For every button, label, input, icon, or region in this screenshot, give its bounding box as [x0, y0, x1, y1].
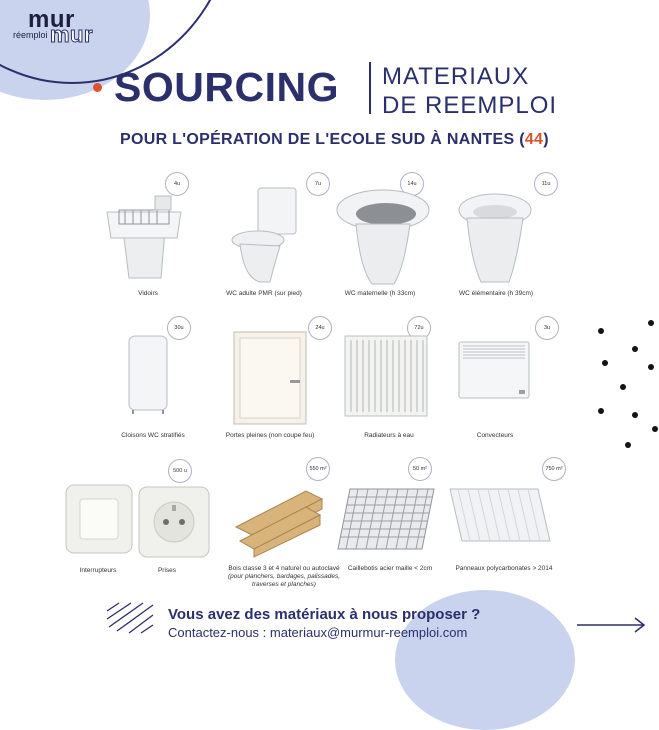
arrow-right-icon	[575, 615, 647, 635]
product-card-wc-elementaire	[450, 170, 560, 300]
product-label: Interrupteurs	[79, 567, 117, 574]
quantity-badge: 72u	[407, 316, 431, 340]
product-card-prises	[135, 455, 215, 575]
title-subline-1: MATERIAUX	[382, 63, 530, 90]
logo-brand-sub: réemploi	[13, 30, 48, 40]
product-label	[224, 565, 344, 589]
product-card-caillebotis	[336, 455, 446, 585]
polycarbonate-image	[448, 485, 552, 545]
product-label: Caillebotis acier maille < 2cm	[347, 565, 433, 572]
product-label: Portes pleines (non coupe feu)	[225, 432, 315, 439]
wc-pmr-image	[230, 186, 300, 286]
product-card-wc-maternelle	[330, 170, 440, 300]
hatch-lines-icon	[105, 601, 155, 635]
page-subtitle	[120, 131, 549, 149]
subtitle-close: )	[543, 131, 549, 148]
product-card-radiateurs	[335, 312, 445, 442]
cloisons-image	[127, 334, 171, 416]
product-card-portes	[212, 312, 327, 442]
cta-question: Vous avez des matériaux à nous proposer ?	[168, 606, 481, 623]
product-card-polycarbonate	[448, 455, 563, 585]
radiateur-image	[343, 334, 429, 420]
product-label: Radiateurs à eau	[364, 432, 414, 439]
quantity-badge: 11u	[534, 172, 558, 196]
product-card-wc-pmr	[212, 170, 322, 300]
logo-brand-outline: mur	[50, 22, 94, 47]
logo-brand-top: mur	[28, 6, 75, 33]
quantity-badge: 14u	[400, 172, 424, 196]
quantity-badge: 4u	[165, 172, 189, 196]
subtitle-text: POUR L'OPÉRATION DE L'ECOLE SUD À NANTES (	[120, 131, 525, 148]
product-label: WC élémentaire (h 39cm)	[458, 290, 534, 297]
porte-image	[232, 330, 308, 426]
product-label: Panneaux polycarbonates > 2014	[455, 565, 553, 572]
title-subline-2: DE REEMPLOI	[382, 92, 558, 119]
wc-maternelle-image	[334, 188, 432, 288]
caillebotis-image	[336, 485, 436, 553]
product-card-vidoir	[100, 170, 200, 300]
product-label: Vidoirs	[138, 290, 158, 297]
product-label: WC adulte PMR (sur pied)	[226, 290, 302, 297]
bois-image	[232, 483, 328, 559]
title-dot	[93, 83, 102, 92]
product-label: Cloisons WC stratifiés	[121, 432, 185, 439]
quantity-badge: 750 m²	[542, 457, 566, 481]
quantity-badge: 24u	[308, 316, 332, 340]
cta-contact[interactable]: Contactez-nous : materiaux@murmur-reemploi.com	[168, 625, 468, 640]
quantity-badge: 7u	[306, 172, 330, 196]
quantity-badge: 50 m²	[408, 457, 432, 481]
quantity-badge: 500 u	[168, 459, 192, 483]
product-label: Prises	[157, 567, 177, 574]
prise-image	[137, 485, 211, 559]
wc-elementaire-image	[455, 190, 535, 286]
bois-label-main: Bois classe 3 et 4 naturel ou autoclavé	[228, 565, 340, 572]
product-label: WC maternelle (h 33cm)	[344, 290, 416, 297]
product-label: Convecteurs	[476, 432, 514, 439]
quantity-badge: 550 m²	[306, 457, 330, 481]
interrupteur-image	[64, 483, 134, 555]
quantity-badge: 30u	[167, 316, 191, 340]
title-separator	[369, 62, 371, 114]
convecteur-image	[457, 340, 531, 400]
vidoir-image	[105, 190, 183, 282]
bois-label-italic: (pour planchers, bardages, palissades, traverses et planches)	[227, 573, 340, 588]
product-card-convecteurs	[455, 312, 565, 442]
subtitle-number: 44	[524, 131, 544, 148]
page-title: SOURCING	[114, 64, 339, 110]
quantity-badge: 3u	[535, 316, 559, 340]
product-card-bois	[227, 455, 340, 595]
product-card-cloisons	[105, 312, 205, 442]
